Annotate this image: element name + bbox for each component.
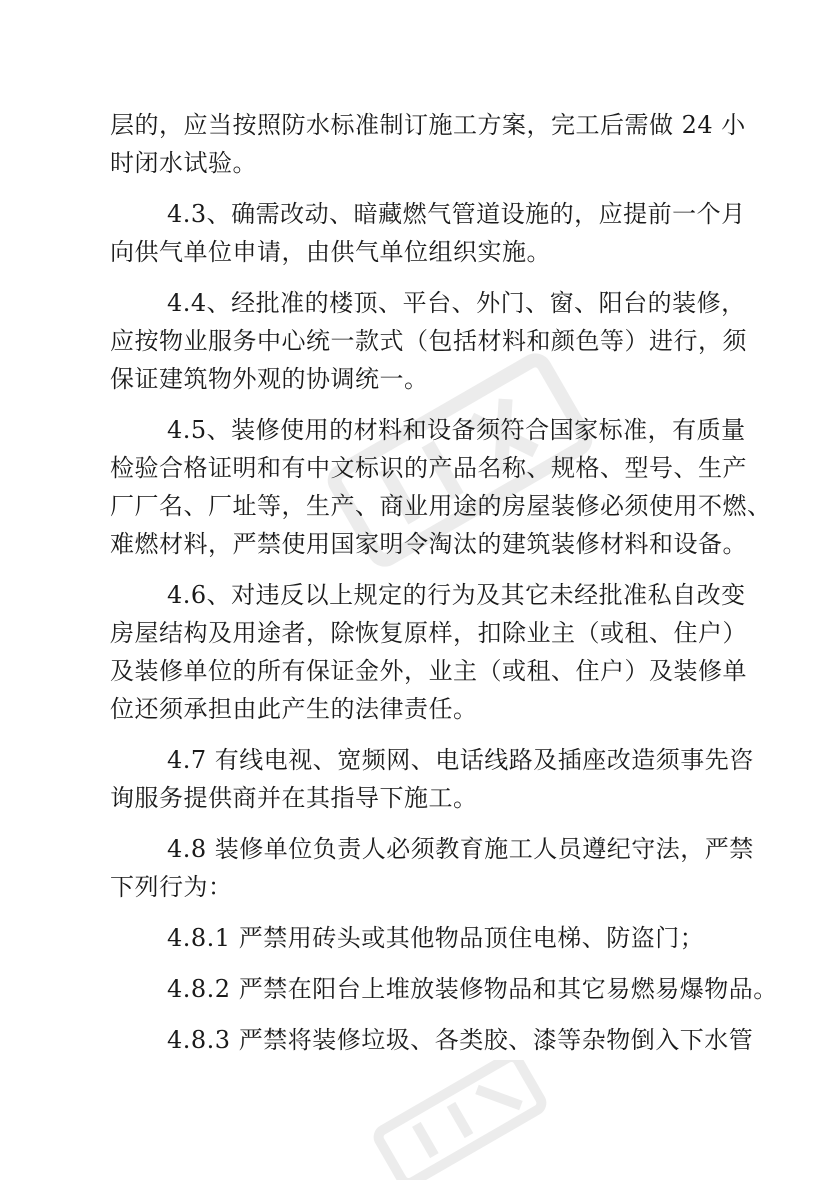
text-line: 难燃材料，严禁使用国家明令淘汰的建筑装修材料和设备。 [110, 530, 747, 558]
paragraph-4-8-1-line: 4.8.1 严禁用砖头或其他物品顶住电梯、防盗门； [167, 924, 705, 952]
text-line: 应按物业服务中心统一款式（包括材料和颜色等）进行，须 [110, 327, 747, 355]
paragraph-4-8-line: 4.8 装修单位负责人必须教育施工人员遵纪守法，严禁 [167, 835, 754, 863]
text-line: 下列行为： [110, 873, 233, 901]
paragraph-4-7-line: 4.7 有线电视、宽频网、电话线路及插座改造须事先咨 [167, 746, 754, 774]
paragraph-4-4-line: 4.4、经批准的楼顶、平台、外门、窗、阳台的装修， [167, 289, 746, 317]
text-line: 保证建筑物外观的协调统一。 [110, 365, 429, 393]
paragraph-4-8-3-line: 4.8.3 严禁将装修垃圾、各类胶、漆等杂物倒入下水管 [167, 1026, 754, 1054]
text-line: 询服务提供商并在其指导下施工。 [110, 784, 478, 812]
text-line: 检验合格证明和有中文标识的产品名称、规格、型号、生产 [110, 454, 747, 482]
paragraph-4-3-line: 4.3、确需改动、暗藏燃气管道设施的，应提前一个月 [167, 200, 746, 228]
paragraph-4-8-2-line: 4.8.2 严禁在阳台上堆放装修物品和其它易燃易爆物品。 [167, 975, 778, 1003]
text-line: 时闭水试验。 [110, 149, 257, 177]
text-line: 层的，应当按照防水标准制订施工方案，完工后需做 24 小 [110, 111, 746, 139]
watermark-logo-bottom [360, 1060, 560, 1180]
paragraph-4-6-line: 4.6、对违反以上规定的行为及其它未经批准私自改变 [167, 581, 746, 609]
text-line: 位还须承担由此产生的法律责任。 [110, 695, 478, 723]
text-line: 向供气单位申请，由供气单位组织实施。 [110, 238, 551, 266]
text-line: 厂厂名、厂址等，生产、商业用途的房屋装修必须使用不燃、 [110, 492, 772, 520]
text-line: 及装修单位的所有保证金外，业主（或租、住户）及装修单 [110, 657, 747, 685]
paragraph-4-5-line: 4.5、装修使用的材料和设备须符合国家标准，有质量 [167, 416, 746, 444]
text-line: 房屋结构及用途者，除恢复原样，扣除业主（或租、住户） [110, 619, 747, 647]
